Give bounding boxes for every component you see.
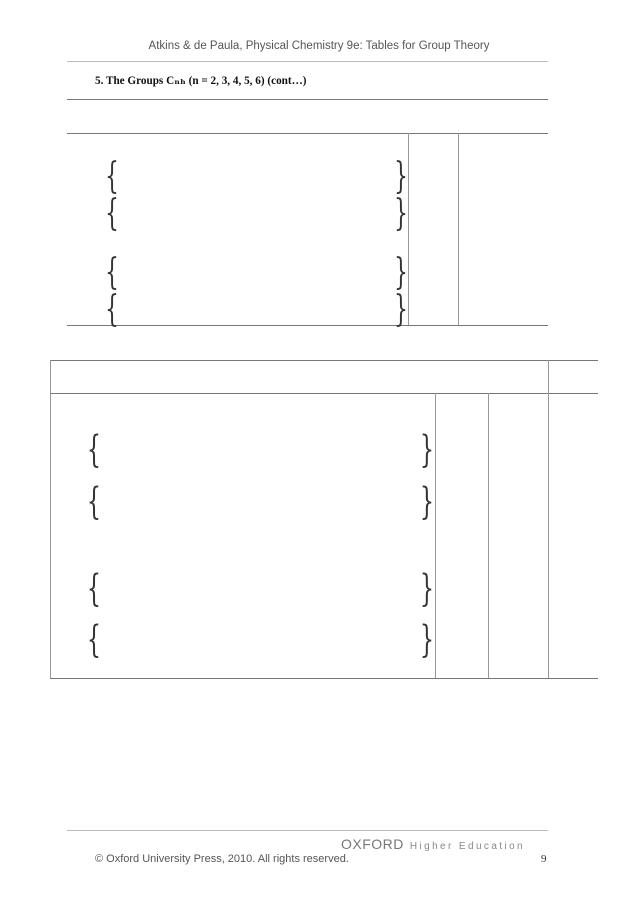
column-divider [458, 133, 459, 325]
left-brace: { [105, 289, 119, 330]
left-brace: { [86, 567, 102, 610]
right-brace: } [394, 156, 408, 197]
table-rule [67, 99, 548, 100]
right-brace: } [419, 567, 435, 610]
left-brace: { [86, 428, 102, 471]
table-rule [67, 133, 548, 134]
left-brace: { [86, 480, 102, 523]
page-number: 9 [541, 853, 547, 865]
column-divider [488, 393, 489, 678]
left-brace: { [105, 252, 119, 293]
footer-rule [67, 830, 548, 831]
right-brace: } [394, 289, 408, 330]
column-divider [50, 360, 51, 678]
column-divider [435, 393, 436, 678]
section-title: 5. The Groups Cₙₕ (n = 2, 3, 4, 5, 6) (cont…) [95, 75, 307, 87]
right-brace: } [394, 193, 408, 234]
right-brace: } [394, 252, 408, 293]
table-rule [67, 325, 548, 326]
left-brace: { [86, 618, 102, 661]
publisher-logo [341, 836, 525, 854]
right-brace: } [419, 480, 435, 523]
column-divider [548, 360, 549, 678]
header-rule [67, 61, 548, 62]
running-header: Atkins & de Paula, Physical Chemistry 9e: Tables for Group Theory [148, 40, 490, 52]
right-brace: } [419, 428, 435, 471]
table-rule [50, 678, 598, 679]
table-rule [50, 360, 598, 361]
left-brace: { [105, 156, 119, 197]
right-brace: } [419, 618, 435, 661]
logo-higher-education: Higher Education [409, 841, 526, 852]
logo-oxford: OXFORD [341, 836, 404, 852]
table-rule [50, 393, 598, 394]
left-brace: { [105, 193, 119, 234]
column-divider [408, 133, 409, 325]
copyright-notice: © Oxford University Press, 2010. All rights reserved. [95, 853, 349, 865]
